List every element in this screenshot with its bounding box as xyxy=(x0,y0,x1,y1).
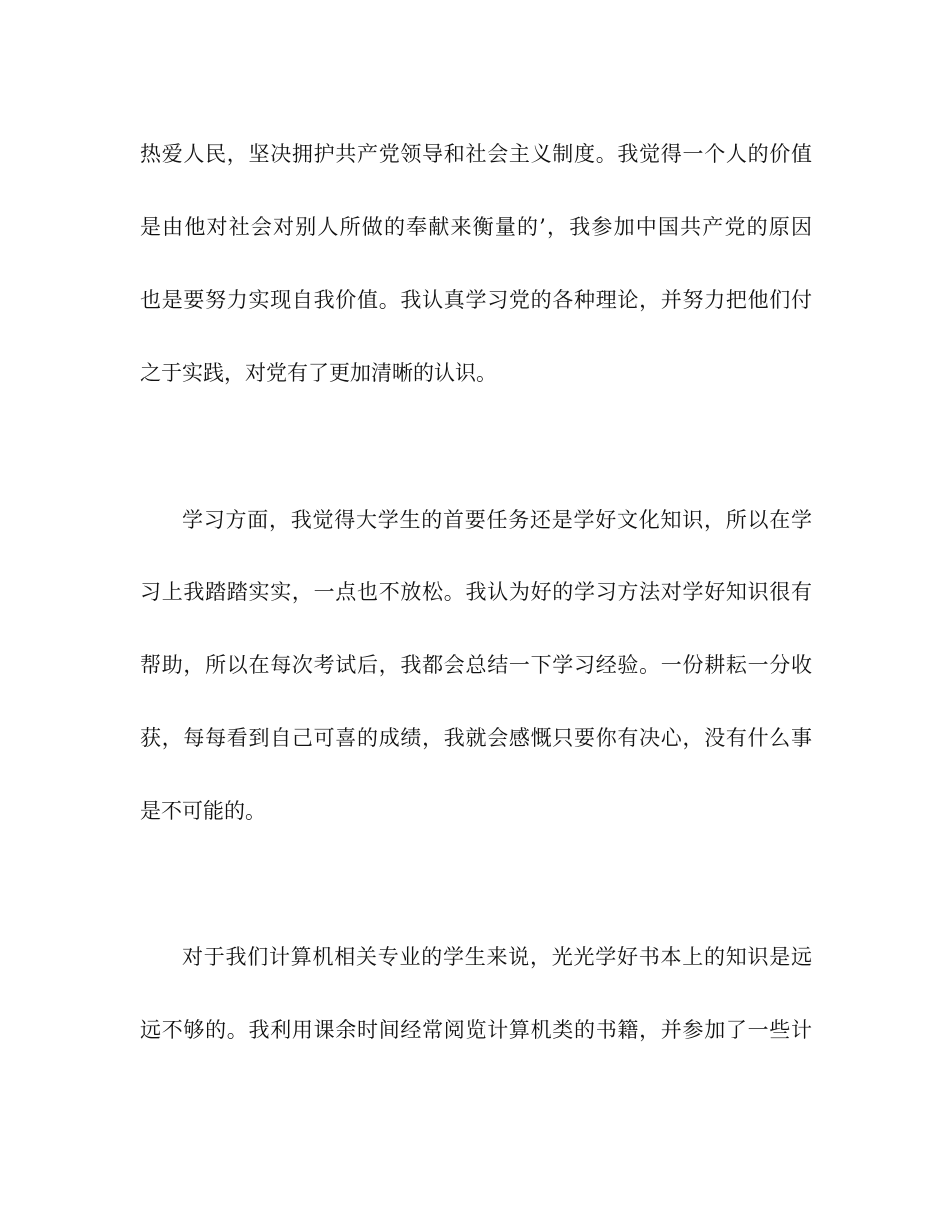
text-line: 也是要努力实现自我价值。我认真学习党的各种理论，并努力把他们付 xyxy=(140,288,812,312)
text-line: 热爱人民，坚决拥护共产党领导和社会主义制度。我觉得一个人的价值 xyxy=(140,142,812,166)
text-line: 习上我踏踏实实，一点也不放松。我认为好的学习方法对学好知识很有 xyxy=(140,580,812,604)
text-line: 之于实践，对党有了更加清晰的认识。 xyxy=(140,361,497,385)
text-line: 帮助，所以在每次考试后，我都会总结一下学习经验。一份耕耘一分收 xyxy=(140,653,812,677)
text-line: 对于我们计算机相关专业的学生来说，光光学好书本上的知识是远 xyxy=(182,945,812,969)
text-line: 远不够的。我利用课余时间经常阅览计算机类的书籍，并参加了一些计 xyxy=(140,1018,812,1042)
text-line: 学习方面，我觉得大学生的首要任务还是学好文化知识，所以在学 xyxy=(182,508,812,532)
text-line: 是由他对社会对别人所做的奉献来衡量的’，我参加中国共产党的原因 xyxy=(140,215,812,239)
text-line: 是不可能的。 xyxy=(140,799,266,823)
text-line: 获，每每看到自己可喜的成绩，我就会感慨只要你有决心，没有什么事 xyxy=(140,726,812,750)
